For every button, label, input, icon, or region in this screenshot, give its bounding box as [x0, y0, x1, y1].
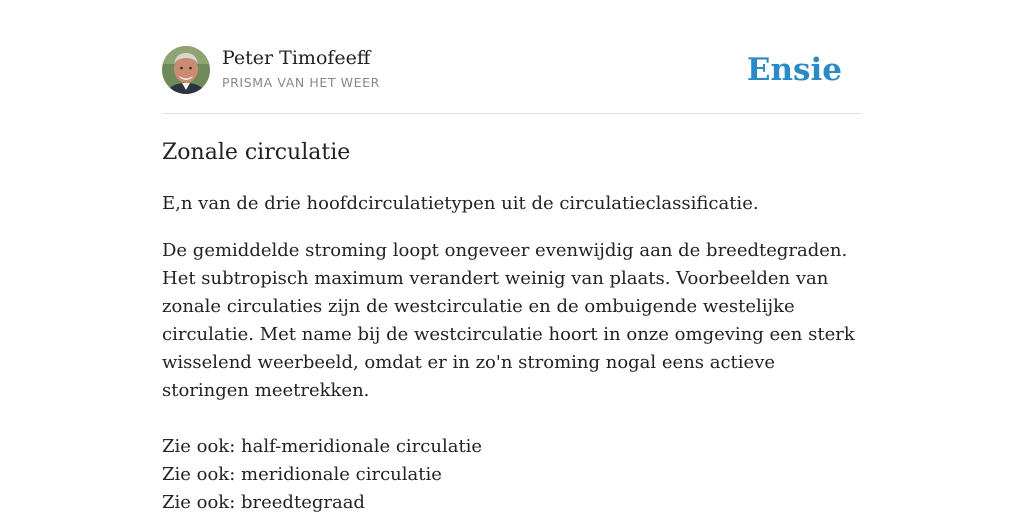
avatar-portrait-icon	[162, 46, 210, 94]
definition-card	[162, 46, 862, 517]
see-also-item: Zie ook: half-meridionale circulatie	[162, 436, 483, 457]
see-also-list	[162, 433, 862, 517]
author-name[interactable]: Peter Timofeeff	[222, 47, 371, 69]
see-also-item: Zie ook: breedtegraad	[162, 492, 365, 513]
brand-logo[interactable]: Ensie	[746, 52, 842, 88]
see-also-item: Zie ook: meridionale circulatie	[162, 464, 442, 485]
article-lead: E,n van de drie hoofdcirculatietypen uit de circulatieclassificatie.	[162, 193, 759, 214]
author-avatar[interactable]	[162, 46, 210, 94]
article-title: Zonale circulatie	[162, 140, 351, 165]
article-body: De gemiddelde stroming loopt ongeveer evenwijdig aan de breedtegraden. Het subtropisch maximum verandert weinig van plaats. Voorbeelden van zonale circulaties zijn de westcirculatie en de ombuigende westelijke circulatie. Met name bij de westcirculatie hoort in onze omgeving een sterk wisselend weerbeeld, omdat er in zo'n stroming nogal eens actieve storingen meetrekken.	[162, 240, 855, 401]
card-header	[162, 46, 862, 114]
author-source: PRISMA VAN HET WEER	[222, 75, 380, 90]
